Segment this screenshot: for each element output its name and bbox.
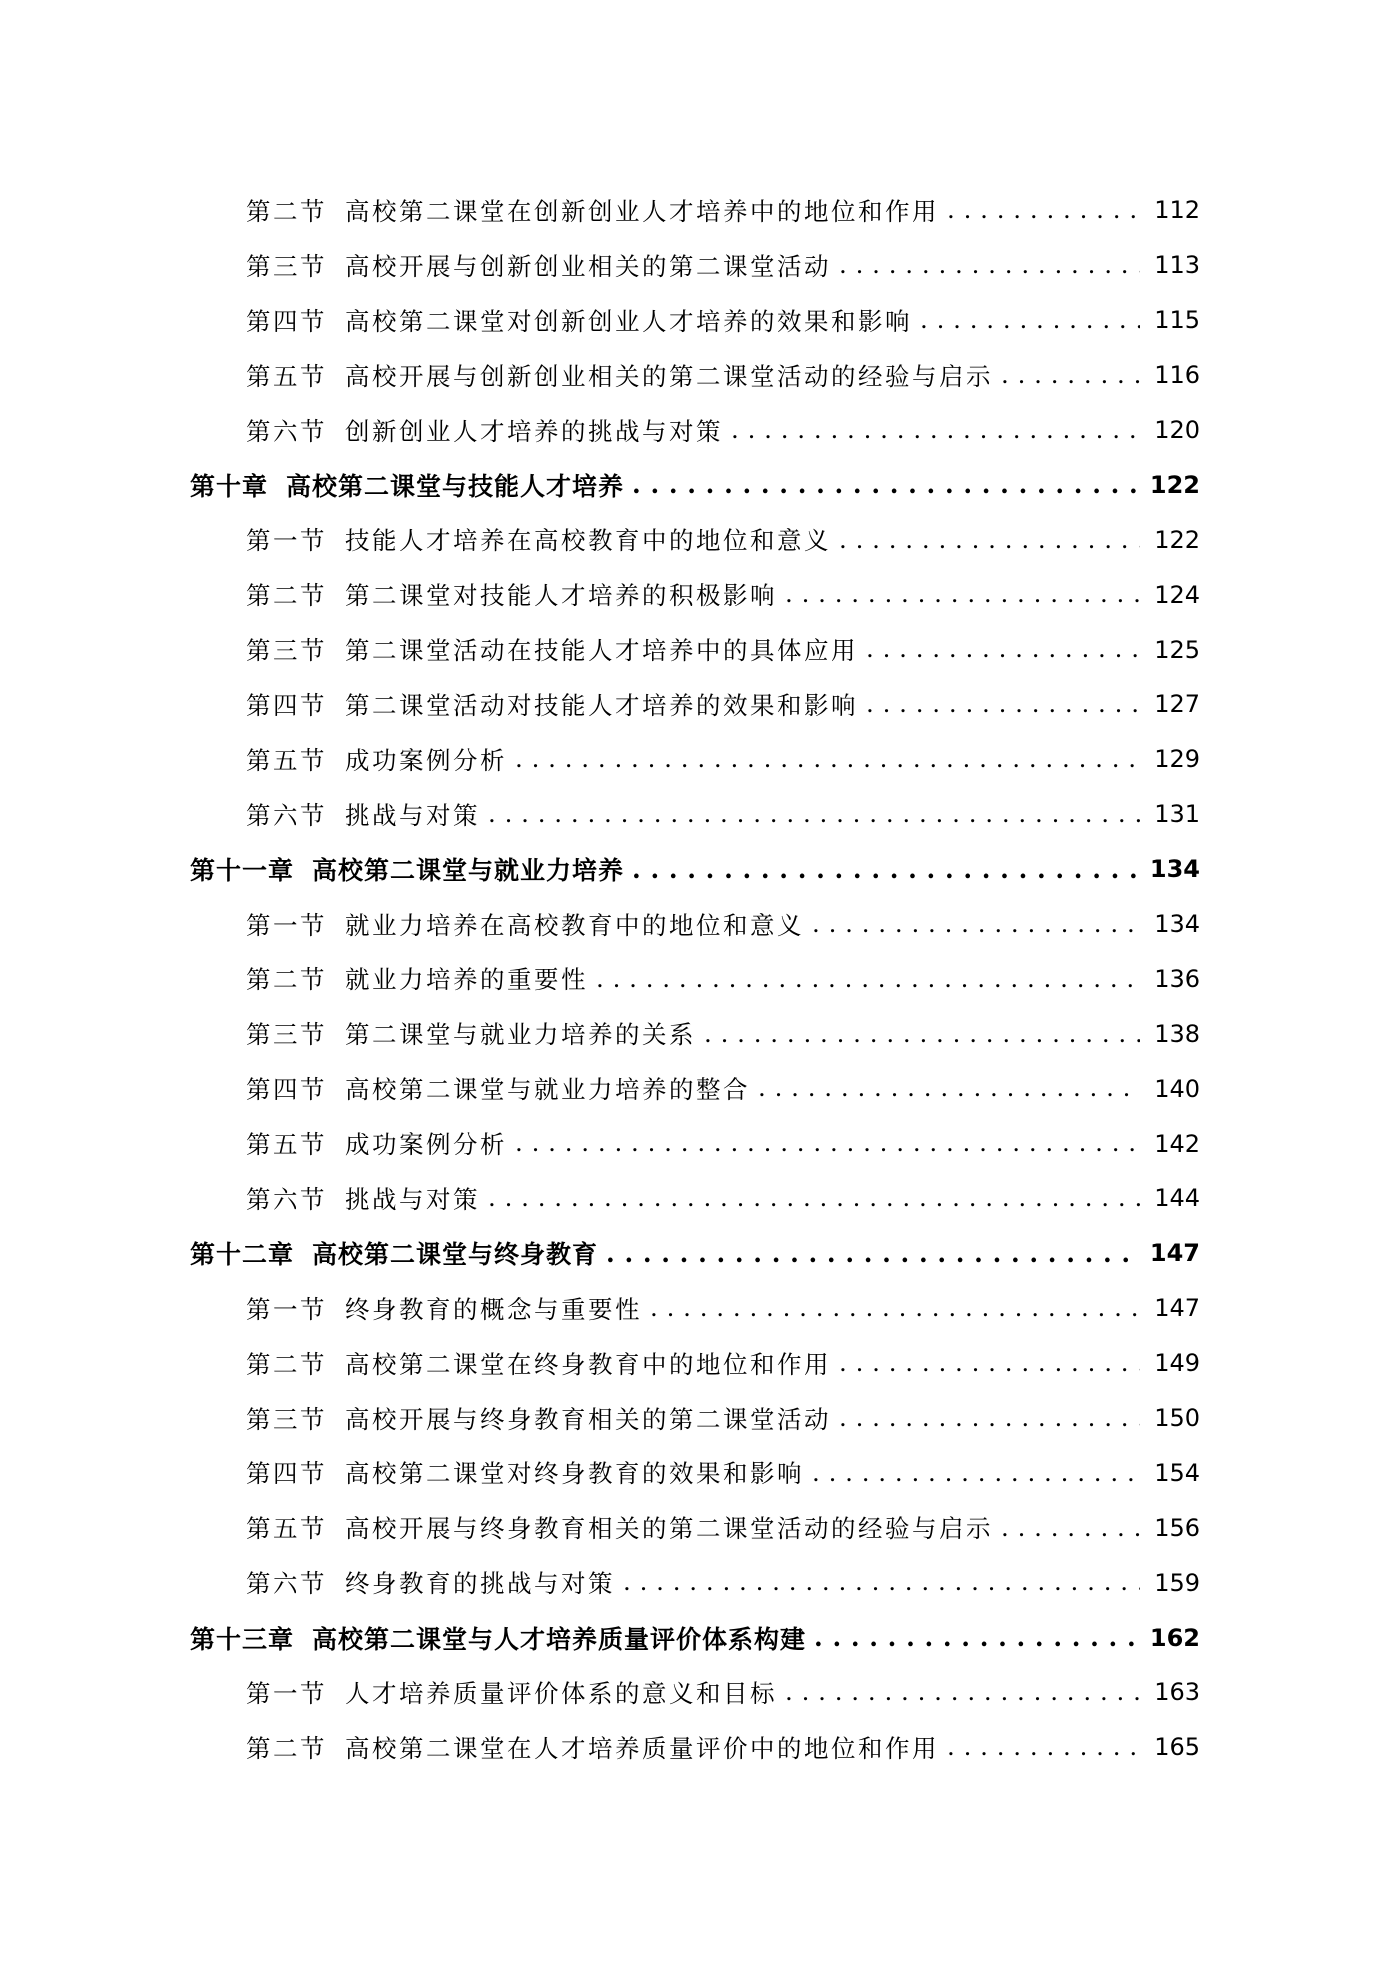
toc-entry-number: 第十三章 (190, 1624, 295, 1654)
toc-section-entry[interactable] (190, 293, 1200, 348)
toc-entry-title: 终身教育的挑战与对策 (345, 1569, 615, 1599)
toc-page-number: 125 (1154, 635, 1200, 664)
table-of-contents (190, 183, 1200, 1775)
toc-section-entry[interactable] (190, 1720, 1200, 1775)
toc-section-entry[interactable] (190, 348, 1200, 403)
toc-entry-title: 就业力培养在高校教育中的地位和意义 (345, 910, 804, 940)
toc-dot-leader (866, 637, 1140, 662)
toc-entry-title: 成功案例分析 (345, 745, 507, 775)
toc-entry-number: 第五节 (246, 361, 327, 391)
toc-page-number: 113 (1154, 251, 1200, 280)
toc-page-number: 156 (1154, 1513, 1200, 1542)
toc-chapter-entry[interactable] (190, 1226, 1200, 1281)
toc-page-number: 140 (1154, 1074, 1200, 1103)
toc-chapter-entry[interactable] (190, 457, 1200, 512)
toc-section-entry[interactable] (190, 1281, 1200, 1336)
toc-dot-leader (839, 253, 1140, 278)
toc-dot-leader (632, 472, 1136, 497)
toc-page-number: 159 (1154, 1568, 1200, 1597)
toc-section-entry[interactable] (190, 183, 1200, 238)
toc-dot-leader (1001, 363, 1140, 388)
toc-section-entry[interactable] (190, 1116, 1200, 1171)
toc-entry-number: 第三节 (246, 636, 327, 666)
toc-page-number: 144 (1154, 1184, 1200, 1213)
toc-dot-leader (731, 418, 1140, 443)
toc-entry-title: 就业力培养的重要性 (345, 965, 588, 995)
toc-entry-title: 高校第二课堂在创新创业人才培养中的地位和作用 (345, 196, 939, 226)
toc-entry-title: 第二课堂活动对技能人才培养的效果和影响 (345, 690, 858, 720)
toc-entry-number: 第十章 (190, 471, 269, 501)
toc-entry-number: 第一节 (246, 1294, 327, 1324)
toc-section-entry[interactable] (190, 1665, 1200, 1720)
toc-section-entry[interactable] (190, 1391, 1200, 1446)
toc-dot-leader (814, 1625, 1136, 1650)
toc-section-entry[interactable] (190, 951, 1200, 1006)
toc-entry-title: 第二课堂对技能人才培养的积极影响 (345, 581, 777, 611)
toc-entry-number: 第六节 (246, 1569, 327, 1599)
toc-entry-title: 高校开展与终身教育相关的第二课堂活动的经验与启示 (345, 1514, 993, 1544)
toc-section-entry[interactable] (190, 622, 1200, 677)
toc-page-number: 138 (1154, 1019, 1200, 1048)
toc-page-number: 131 (1154, 800, 1200, 829)
toc-chapter-entry[interactable] (190, 842, 1200, 897)
toc-entry-title: 高校第二课堂与就业力培养的整合 (345, 1075, 750, 1105)
toc-entry-title: 挑战与对策 (345, 800, 480, 830)
toc-dot-leader (515, 747, 1140, 772)
toc-entry-title: 挑战与对策 (345, 1184, 480, 1214)
toc-entry-number: 第四节 (246, 1459, 327, 1489)
toc-entry-number: 第一节 (246, 526, 327, 556)
toc-dot-leader (839, 1351, 1140, 1376)
toc-page-number: 165 (1154, 1733, 1200, 1762)
toc-dot-leader (488, 802, 1140, 827)
toc-entry-number: 第十二章 (190, 1240, 295, 1270)
toc-dot-leader (758, 1076, 1140, 1101)
toc-section-entry[interactable] (190, 1006, 1200, 1061)
toc-entry-title: 高校第二课堂在人才培养质量评价中的地位和作用 (345, 1733, 939, 1763)
toc-dot-leader (866, 692, 1140, 717)
toc-section-entry[interactable] (190, 1445, 1200, 1500)
toc-page-number: 162 (1149, 1623, 1200, 1652)
toc-section-entry[interactable] (190, 1500, 1200, 1555)
toc-dot-leader (947, 198, 1140, 223)
toc-page-number: 129 (1154, 745, 1200, 774)
toc-dot-leader (704, 1022, 1140, 1047)
toc-page-number: 150 (1154, 1404, 1200, 1433)
toc-page-number: 134 (1154, 910, 1200, 939)
toc-dot-leader (785, 1680, 1140, 1705)
toc-entry-number: 第四节 (246, 1075, 327, 1105)
toc-chapter-entry[interactable] (190, 1610, 1200, 1665)
toc-entry-title: 第二课堂与就业力培养的关系 (345, 1020, 696, 1050)
toc-entry-number: 第二节 (246, 581, 327, 611)
toc-page-number: 124 (1154, 580, 1200, 609)
toc-section-entry[interactable] (190, 677, 1200, 732)
toc-dot-leader (596, 967, 1140, 992)
toc-entry-title: 高校开展与终身教育相关的第二课堂活动 (345, 1404, 831, 1434)
toc-entry-number: 第一节 (246, 1678, 327, 1708)
toc-entry-title: 高校开展与创新创业相关的第二课堂活动的经验与启示 (345, 361, 993, 391)
toc-section-entry[interactable] (190, 1171, 1200, 1226)
toc-entry-title: 人才培养质量评价体系的意义和目标 (345, 1678, 777, 1708)
toc-entry-number: 第一节 (246, 910, 327, 940)
toc-page-number: 112 (1154, 196, 1200, 225)
toc-section-entry[interactable] (190, 238, 1200, 293)
toc-entry-title: 高校第二课堂与终身教育 (312, 1240, 599, 1270)
toc-dot-leader (650, 1296, 1140, 1321)
toc-section-entry[interactable] (190, 787, 1200, 842)
toc-section-entry[interactable] (190, 1336, 1200, 1391)
toc-entry-number: 第六节 (246, 416, 327, 446)
toc-page-number: 147 (1149, 1239, 1200, 1268)
toc-entry-number: 第六节 (246, 800, 327, 830)
toc-entry-number: 第五节 (246, 1130, 327, 1160)
toc-entry-title: 高校第二课堂对终身教育的效果和影响 (345, 1459, 804, 1489)
toc-page-number: 147 (1154, 1294, 1200, 1323)
toc-entry-title: 高校第二课堂在终身教育中的地位和作用 (345, 1349, 831, 1379)
toc-section-entry[interactable] (190, 403, 1200, 458)
toc-entry-number: 第六节 (246, 1184, 327, 1214)
toc-entry-number: 第五节 (246, 1514, 327, 1544)
toc-dot-leader (1001, 1516, 1140, 1541)
toc-dot-leader (606, 1241, 1136, 1266)
toc-page-number: 136 (1154, 964, 1200, 993)
toc-entry-number: 第三节 (246, 1020, 327, 1050)
toc-entry-number: 第四节 (246, 306, 327, 336)
toc-section-entry[interactable] (190, 567, 1200, 622)
toc-entry-title: 成功案例分析 (345, 1130, 507, 1160)
toc-entry-title: 技能人才培养在高校教育中的地位和意义 (345, 526, 831, 556)
toc-page-number: 142 (1154, 1129, 1200, 1158)
toc-entry-title: 终身教育的概念与重要性 (345, 1294, 642, 1324)
toc-page-number: 134 (1149, 855, 1200, 884)
toc-entry-number: 第二节 (246, 1733, 327, 1763)
toc-dot-leader (947, 1735, 1140, 1760)
toc-entry-title: 高校第二课堂与就业力培养 (312, 856, 625, 886)
toc-section-entry[interactable] (190, 1061, 1200, 1116)
toc-dot-leader (623, 1570, 1140, 1595)
toc-page-number: 127 (1154, 690, 1200, 719)
toc-entry-title: 创新创业人才培养的挑战与对策 (345, 416, 723, 446)
toc-entry-number: 第四节 (246, 690, 327, 720)
toc-entry-title: 高校开展与创新创业相关的第二课堂活动 (345, 251, 831, 281)
toc-entry-number: 第三节 (246, 251, 327, 281)
toc-page-number: 154 (1154, 1458, 1200, 1487)
toc-section-entry[interactable] (190, 732, 1200, 787)
toc-dot-leader (839, 528, 1140, 553)
toc-entry-title: 高校第二课堂与技能人才培养 (286, 471, 625, 501)
toc-page-number: 149 (1154, 1349, 1200, 1378)
toc-dot-leader (515, 1131, 1140, 1156)
toc-dot-leader (920, 308, 1140, 333)
toc-dot-leader (812, 912, 1140, 937)
toc-entry-number: 第二节 (246, 196, 327, 226)
toc-section-entry[interactable] (190, 512, 1200, 567)
toc-dot-leader (632, 857, 1136, 882)
toc-entry-title: 高校第二课堂对创新创业人才培养的效果和影响 (345, 306, 912, 336)
toc-entry-title: 第二课堂活动在技能人才培养中的具体应用 (345, 636, 858, 666)
toc-entry-number: 第三节 (246, 1404, 327, 1434)
toc-page-number: 122 (1149, 470, 1200, 499)
toc-dot-leader (812, 1461, 1140, 1486)
toc-page-number: 116 (1154, 361, 1200, 390)
toc-page-number: 115 (1154, 306, 1200, 335)
toc-page-number: 120 (1154, 416, 1200, 444)
toc-page-number: 122 (1154, 525, 1200, 554)
toc-dot-leader (839, 1406, 1140, 1431)
toc-entry-number: 第二节 (246, 965, 327, 995)
toc-entry-number: 第十一章 (190, 856, 295, 886)
toc-dot-leader (785, 582, 1140, 607)
toc-entry-number: 第五节 (246, 745, 327, 775)
toc-section-entry[interactable] (190, 897, 1200, 952)
toc-entry-title: 高校第二课堂与人才培养质量评价体系构建 (312, 1624, 807, 1654)
toc-section-entry[interactable] (190, 1555, 1200, 1610)
toc-page-number: 163 (1154, 1678, 1200, 1707)
toc-dot-leader (488, 1186, 1140, 1211)
toc-entry-number: 第二节 (246, 1349, 327, 1379)
